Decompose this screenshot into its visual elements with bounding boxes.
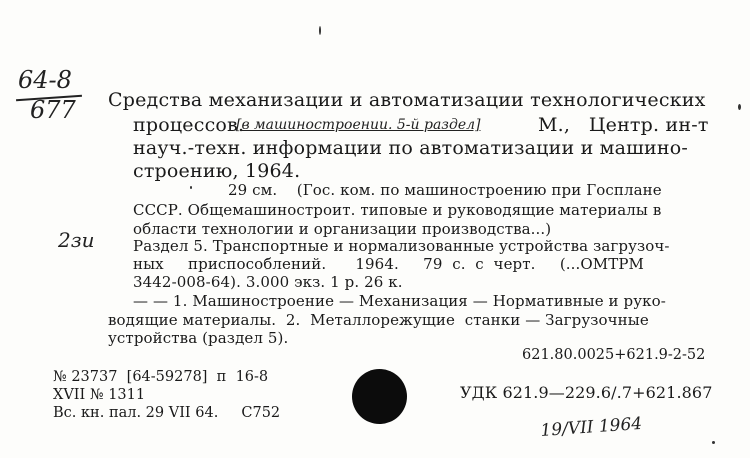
speck bbox=[319, 26, 321, 35]
title-line-2-end: М., Центр. ин-т bbox=[538, 114, 709, 136]
shelf-mark-top: 64-8 bbox=[18, 66, 72, 94]
speck bbox=[712, 441, 715, 444]
handwritten-insert: [в машиностроении. 5-й раздел] bbox=[236, 117, 481, 133]
udk-code: УДК 621.9—229.6/.7+621.867 bbox=[460, 383, 713, 402]
body-line-5: ных приспособлений. 1964. 79 с. с черт. (...ОМТРМ bbox=[133, 255, 645, 273]
shelf-mark-bottom: 677 bbox=[30, 96, 76, 124]
body-line-6: 3442-008-64). 3.000 экз. 1 р. 26 к. bbox=[133, 273, 403, 291]
body-line-3: области технологии и организации производства...) bbox=[133, 220, 552, 238]
body-line-1: 29 см. (Гос. ком. по машиностроению при Госплане bbox=[228, 181, 662, 199]
record-line-3: Вс. кн. пал. 29 VII 64. С752 bbox=[53, 405, 281, 421]
record-line-2: XVII № 1311 bbox=[53, 387, 146, 403]
classification-code: 621.80.0025+621.9-2-52 bbox=[522, 347, 706, 363]
body-line-8: водящие материалы. 2. Металлорежущие станки — Загрузочные bbox=[108, 311, 649, 329]
body-line-2: СССР. Общемашиностроит. типовые и руководящие материалы в bbox=[133, 201, 662, 219]
margin-note: 2зи bbox=[58, 228, 95, 252]
title-line-2-start: процессов. bbox=[133, 114, 245, 136]
record-line-1: № 23737 [64-59278] п 16-8 bbox=[53, 369, 269, 385]
speck bbox=[190, 186, 192, 189]
body-line-9: устройства (раздел 5). bbox=[108, 329, 289, 347]
speck bbox=[738, 104, 741, 110]
title-line-4: строению, 1964. bbox=[133, 160, 301, 182]
handwritten-date: 19/VII 1964 bbox=[539, 413, 643, 441]
title-line-1: Средства механизации и автоматизации технологических bbox=[108, 89, 706, 111]
body-line-4: Раздел 5. Транспортные и нормализованные устройства загрузоч- bbox=[133, 237, 670, 255]
body-line-7: — — 1. Машиностроение — Механизация — Нормативные и руко- bbox=[133, 292, 666, 310]
title-line-3: науч.-техн. информации по автоматизации и машино- bbox=[133, 137, 689, 159]
punch-hole bbox=[352, 369, 407, 424]
